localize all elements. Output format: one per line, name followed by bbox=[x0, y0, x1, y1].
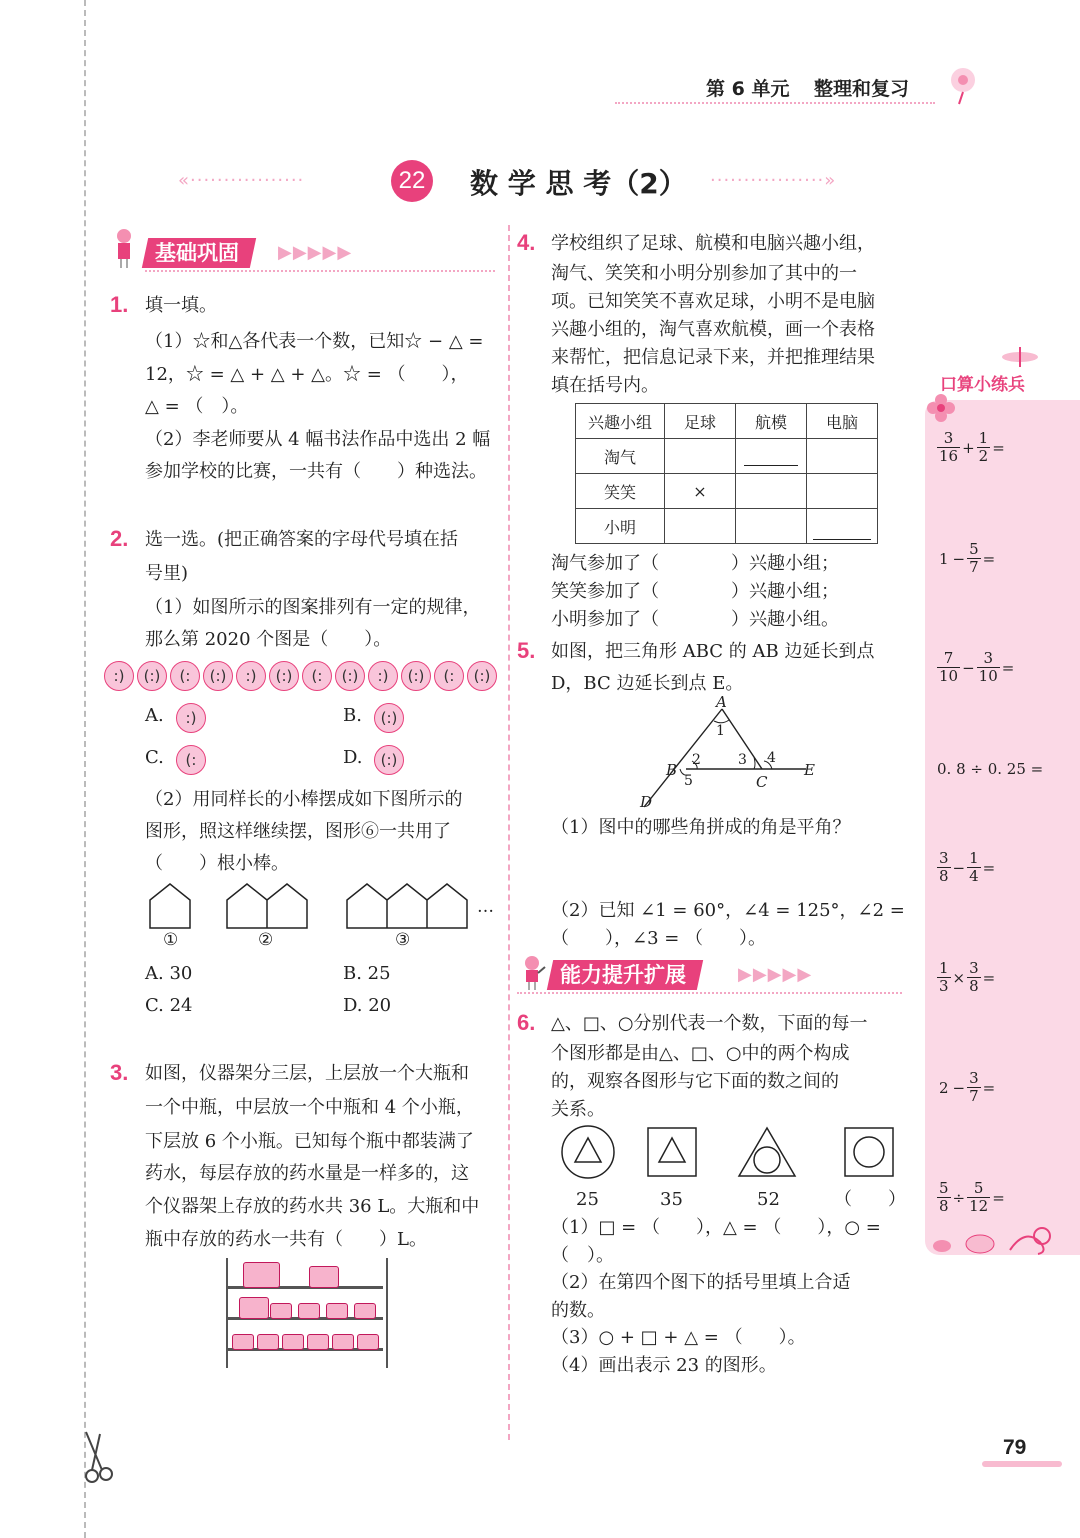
face-pattern-4: (:) bbox=[203, 661, 233, 691]
small-bottle bbox=[326, 1303, 348, 1319]
table-header: 航模 bbox=[736, 404, 807, 439]
q2-p2-line1: （2）用同样长的小棒摆成如下图所示的 bbox=[145, 789, 463, 810]
q6-line2: 个图形都是由△、□、○中的两个构成 bbox=[551, 1043, 850, 1064]
frac-numerator: 3 bbox=[969, 959, 979, 977]
q1-stem: 填一填。 bbox=[145, 295, 217, 316]
small-bottle bbox=[307, 1334, 329, 1350]
title-left-deco: «················· bbox=[178, 170, 305, 191]
face-pattern-9: :) bbox=[368, 661, 398, 691]
frac-denominator: 8 bbox=[939, 867, 949, 885]
q1-p1-line1: （1）☆和△各代表一个数，已知☆ − △ = bbox=[145, 331, 484, 352]
girl-mascot-icon bbox=[113, 228, 135, 272]
q3-line3: 下层放 6 个小瓶。已知每个瓶中都装满了 bbox=[145, 1131, 474, 1152]
q2-stem-line1: 选一选。(把正确答案的字母代号填在括 bbox=[145, 529, 459, 550]
small-bottle bbox=[232, 1334, 254, 1350]
table-cell: 淘气 bbox=[576, 439, 665, 474]
q5-p2-line2: （ ），∠3 = （ ）。 bbox=[551, 928, 767, 949]
table-cell: 小明 bbox=[576, 509, 665, 544]
table-header: 足球 bbox=[665, 404, 736, 439]
q5-p1: （1）图中的哪些角拼成的角是平角？ bbox=[551, 817, 851, 838]
q1-p1-line2: 12，☆ = △ + △ + △。☆ = （ ）， bbox=[145, 364, 469, 385]
point-label-d: D bbox=[640, 793, 653, 811]
q4-number: 4. bbox=[517, 230, 536, 255]
operator: − bbox=[952, 549, 966, 568]
operator: × bbox=[952, 968, 966, 987]
q6-line1: △、□、○分别代表一个数，下面的每一 bbox=[551, 1013, 868, 1034]
frac-denominator: 8 bbox=[939, 1197, 949, 1215]
q2-choice-a: A. 30 bbox=[145, 963, 193, 984]
equals: = bbox=[1001, 658, 1015, 677]
sidebar-expr-1 bbox=[937, 430, 1007, 465]
banner-arrows-2: ▶▶▶▶▶ bbox=[738, 964, 813, 985]
angle-label-3: 3 bbox=[738, 752, 747, 768]
q2-option-c-label: C. bbox=[145, 747, 164, 768]
frac-denominator: 7 bbox=[969, 1087, 979, 1105]
angle-label-1: 1 bbox=[716, 723, 725, 739]
frac-numerator: 3 bbox=[977, 650, 1000, 668]
sidebar-expr-4: 0. 8 ÷ 0. 25 = bbox=[937, 760, 1044, 778]
q4-answer-3: 小明参加了（ ）兴趣小组。 bbox=[551, 609, 839, 630]
q1-number: 1. bbox=[110, 292, 129, 317]
frac-numerator: 1 bbox=[939, 959, 949, 977]
equals: = bbox=[982, 1078, 996, 1097]
q3-line4: 药水，每层存放的药水量是一样多的，这 bbox=[145, 1163, 469, 1184]
table-header: 电脑 bbox=[807, 404, 878, 439]
frac-numerator: 3 bbox=[937, 430, 960, 448]
q6-p1-line2: （ ）。 bbox=[551, 1245, 614, 1266]
q4-answer-1: 淘气参加了（ ）兴趣小组； bbox=[551, 553, 839, 574]
q2-option-b-label: B. bbox=[343, 705, 362, 726]
small-bottle bbox=[332, 1334, 354, 1350]
operator: − bbox=[952, 1078, 966, 1097]
table-cell: 笑笑 bbox=[576, 474, 665, 509]
frac-numerator: 3 bbox=[939, 849, 949, 867]
q3-line5: 个仪器架上存放的药水共 36 L。大瓶和中 bbox=[145, 1196, 480, 1217]
lesson-title: 数 学 思 考（2） bbox=[470, 167, 687, 200]
shape-value-2: 35 bbox=[660, 1189, 683, 1210]
q6-line3: 的，观察各图形与它下面的数之间的 bbox=[551, 1071, 839, 1092]
dragonfly-icon bbox=[1000, 345, 1040, 373]
title-right-deco: ·················» bbox=[710, 170, 837, 191]
point-label-b: B bbox=[666, 761, 678, 779]
frac-denominator: 3 bbox=[939, 977, 949, 995]
section-basic-label: 基础巩固 bbox=[155, 241, 239, 265]
shape-figures bbox=[555, 1124, 905, 1186]
frac-numerator: 3 bbox=[969, 1069, 979, 1087]
angle-label-2: 2 bbox=[692, 752, 701, 768]
mental-math-sidebar bbox=[925, 400, 1080, 1255]
frac-denominator: 8 bbox=[969, 977, 979, 995]
section-advanced-label: 能力提升扩展 bbox=[560, 963, 686, 987]
table-cell[interactable] bbox=[807, 474, 878, 509]
fig-ellipsis: … bbox=[477, 897, 494, 917]
angle-label-4: 4 bbox=[767, 750, 776, 766]
girl-mascot-icon bbox=[520, 955, 546, 995]
sidebar-expr-8 bbox=[937, 1180, 1007, 1215]
unit-label: 第 6 单元 bbox=[706, 78, 790, 100]
frac-denominator: 12 bbox=[969, 1197, 989, 1215]
small-bottle bbox=[270, 1303, 292, 1319]
small-bottle bbox=[357, 1334, 379, 1350]
frac-denominator: 16 bbox=[939, 447, 959, 465]
header-flower-icon bbox=[945, 66, 981, 110]
lesson-number: 22 bbox=[398, 167, 426, 194]
equals: = bbox=[992, 1188, 1005, 1207]
operator: − bbox=[952, 858, 966, 877]
q5-p2-line1: （2）已知 ∠1 = 60°，∠4 = 125°，∠2 = bbox=[551, 900, 905, 921]
q4-line3: 项。已知笑笑不喜欢足球，小明不是电脑 bbox=[551, 291, 875, 312]
face-pattern-12: (:) bbox=[467, 661, 497, 691]
lesson-number-badge bbox=[391, 160, 433, 202]
sidebar-expr-5 bbox=[937, 850, 997, 885]
point-label-e: E bbox=[804, 761, 815, 779]
frac-numerator: 1 bbox=[978, 429, 989, 447]
q2-p1-line2: 那么第 2020 个图是（ ）。 bbox=[145, 629, 392, 650]
sidebar-expr-7 bbox=[937, 1070, 997, 1105]
fig-label-2: ② bbox=[258, 930, 274, 950]
q5-line1: 如图，把三角形 ABC 的 AB 边延长到点 bbox=[551, 641, 875, 662]
face-pattern-8: (:) bbox=[335, 661, 365, 691]
small-bottle bbox=[298, 1303, 320, 1319]
equals: = bbox=[982, 968, 996, 987]
q2-stem-line2: 号里) bbox=[145, 563, 189, 584]
table-cell[interactable] bbox=[736, 509, 807, 544]
frac-numerator: 5 bbox=[969, 540, 979, 558]
cut-line bbox=[84, 0, 86, 1538]
q3-line2: 一个中瓶，中层放一个中瓶和 4 个小瓶， bbox=[145, 1097, 474, 1118]
q6-p3: （3）○ + □ + △ = （ ）。 bbox=[551, 1327, 806, 1348]
medium-bottle bbox=[239, 1297, 269, 1319]
banner-arrows-1: ▶▶▶▶▶ bbox=[278, 242, 353, 263]
q2-choice-c: C. 24 bbox=[145, 995, 193, 1016]
q6-p2-line2: 的数。 bbox=[551, 1300, 605, 1321]
q2-option-c-face: (: bbox=[176, 745, 206, 775]
table-cell[interactable] bbox=[807, 509, 878, 544]
face-pattern-3: (: bbox=[170, 661, 200, 691]
table-cell[interactable] bbox=[736, 439, 807, 474]
q4-line4: 兴趣小组的，淘气喜欢航模，画一个表格 bbox=[551, 319, 875, 340]
equals: = bbox=[982, 549, 996, 568]
point-label-a: A bbox=[716, 693, 727, 711]
banner-underline-2 bbox=[517, 992, 902, 994]
section-advanced-banner bbox=[547, 960, 703, 990]
angle-label-5: 5 bbox=[684, 773, 693, 789]
point-label-c: C bbox=[756, 773, 768, 791]
table-cell[interactable] bbox=[665, 509, 736, 544]
face-pattern-5: :) bbox=[236, 661, 266, 691]
table-row bbox=[576, 474, 878, 509]
shape-value-1: 25 bbox=[576, 1189, 599, 1210]
table-header: 兴趣小组 bbox=[576, 404, 665, 439]
sidebar-decoration-icon bbox=[930, 1222, 1060, 1262]
q3-line6: 瓶中存放的药水一共有（ ）L。 bbox=[145, 1229, 427, 1250]
page-number-underline bbox=[982, 1461, 1062, 1467]
q3-number: 3. bbox=[110, 1060, 129, 1085]
table-cell[interactable] bbox=[665, 439, 736, 474]
q4-answer-2: 笑笑参加了（ ）兴趣小组； bbox=[551, 581, 839, 602]
q3-line1: 如图，仪器架分三层，上层放一个大瓶和 bbox=[145, 1063, 469, 1084]
banner-underline-1 bbox=[145, 270, 495, 272]
q1-p2-line1: （2）李老师要从 4 幅书法作品中选出 2 幅 bbox=[145, 429, 491, 450]
whole-number: 2 bbox=[939, 1078, 949, 1097]
equals: = bbox=[982, 858, 996, 877]
q4-line2: 淘气、笑笑和小明分别参加了其中的一 bbox=[551, 263, 857, 284]
large-bottle bbox=[243, 1262, 280, 1288]
interest-group-table bbox=[575, 403, 878, 544]
sidebar-flower-icon bbox=[925, 392, 957, 428]
q2-p2-line3: （ ）根小棒。 bbox=[145, 853, 289, 874]
frac-denominator: 4 bbox=[969, 867, 979, 885]
fig-label-3: ③ bbox=[395, 930, 411, 950]
frac-denominator: 2 bbox=[978, 447, 989, 465]
table-cell[interactable]: × bbox=[665, 474, 736, 509]
q2-option-b-face: (:) bbox=[374, 703, 404, 733]
q2-number: 2. bbox=[110, 526, 129, 551]
stick-house-figures bbox=[140, 880, 500, 936]
table-row bbox=[576, 439, 878, 474]
face-pattern-1: :) bbox=[104, 661, 134, 691]
table-cell[interactable] bbox=[736, 474, 807, 509]
shape-value-4[interactable]: （ ） bbox=[834, 1189, 906, 1210]
medium-bottle bbox=[309, 1266, 339, 1288]
operator: + bbox=[962, 438, 975, 457]
sidebar-expr-3 bbox=[937, 650, 1016, 685]
q2-choice-b: B. 25 bbox=[343, 963, 391, 984]
q2-choice-d: D. 20 bbox=[343, 995, 392, 1016]
table-cell[interactable] bbox=[807, 439, 878, 474]
q5-line2: D，BC 边延长到点 E。 bbox=[551, 673, 744, 694]
frac-numerator: 5 bbox=[967, 1180, 990, 1198]
small-bottle bbox=[282, 1334, 304, 1350]
sidebar-expr-2 bbox=[937, 541, 997, 576]
small-bottle bbox=[354, 1303, 376, 1319]
q2-p2-line2: 图形，照这样继续摆，图形⑥一共用了 bbox=[145, 821, 451, 842]
q6-p1-line1: （1）□ = （ ），△ = （ ），○ = bbox=[551, 1217, 881, 1238]
q6-number: 6. bbox=[517, 1010, 536, 1035]
q2-option-a-face: :) bbox=[176, 703, 206, 733]
whole-number: 1 bbox=[939, 549, 949, 568]
shape-value-3: 52 bbox=[757, 1189, 780, 1210]
frac-numerator: 5 bbox=[939, 1179, 949, 1197]
fig-label-1: ① bbox=[163, 930, 179, 950]
frac-numerator: 7 bbox=[937, 650, 960, 668]
table-header-row bbox=[576, 404, 878, 439]
section-basic-banner bbox=[142, 238, 256, 268]
page-number: 79 bbox=[1003, 1436, 1027, 1459]
q5-number: 5. bbox=[517, 638, 536, 663]
scissors-icon bbox=[80, 1430, 120, 1494]
face-pattern-10: (:) bbox=[401, 661, 431, 691]
face-pattern-2: (:) bbox=[137, 661, 167, 691]
frac-denominator: 10 bbox=[939, 667, 959, 685]
operator: ÷ bbox=[952, 1188, 966, 1207]
face-pattern-11: (: bbox=[434, 661, 464, 691]
sidebar-expr-6 bbox=[937, 960, 997, 995]
column-divider bbox=[508, 225, 510, 1440]
small-bottle bbox=[257, 1334, 279, 1350]
q2-option-d-label: D. bbox=[343, 747, 363, 768]
q4-line5: 来帮忙，把信息记录下来，并把推理结果 bbox=[551, 347, 875, 368]
sidebar-title: 口算小练兵 bbox=[940, 375, 1025, 395]
q6-p4: （4）画出表示 23 的图形。 bbox=[551, 1355, 777, 1376]
table-row bbox=[576, 509, 878, 544]
q6-p2-line1: （2）在第四个图下的括号里填上合适 bbox=[551, 1272, 851, 1293]
frac-denominator: 10 bbox=[978, 667, 998, 685]
frac-numerator: 1 bbox=[969, 849, 979, 867]
triangle-diagram bbox=[630, 695, 830, 813]
operator: − bbox=[962, 658, 975, 677]
q2-p1-line1: （1）如图所示的图案排列有一定的规律， bbox=[145, 597, 481, 618]
q6-line4: 关系。 bbox=[551, 1099, 605, 1120]
unit-title: 整理和复习 bbox=[814, 78, 910, 100]
q4-line1: 学校组织了足球、航模和电脑兴趣小组， bbox=[551, 233, 875, 254]
q1-p1-line3: △ = （ ）。 bbox=[145, 396, 249, 417]
q2-option-d-face: (:) bbox=[374, 745, 404, 775]
frac-denominator: 7 bbox=[969, 558, 979, 576]
equals: = bbox=[992, 438, 1005, 457]
q2-option-a-label: A. bbox=[145, 705, 164, 726]
face-pattern-6: (:) bbox=[269, 661, 299, 691]
q4-line6: 填在括号内。 bbox=[551, 375, 659, 396]
q1-p2-line2: 参加学校的比赛，一共有（ ）种选法。 bbox=[145, 461, 487, 482]
face-pattern-7: (: bbox=[302, 661, 332, 691]
